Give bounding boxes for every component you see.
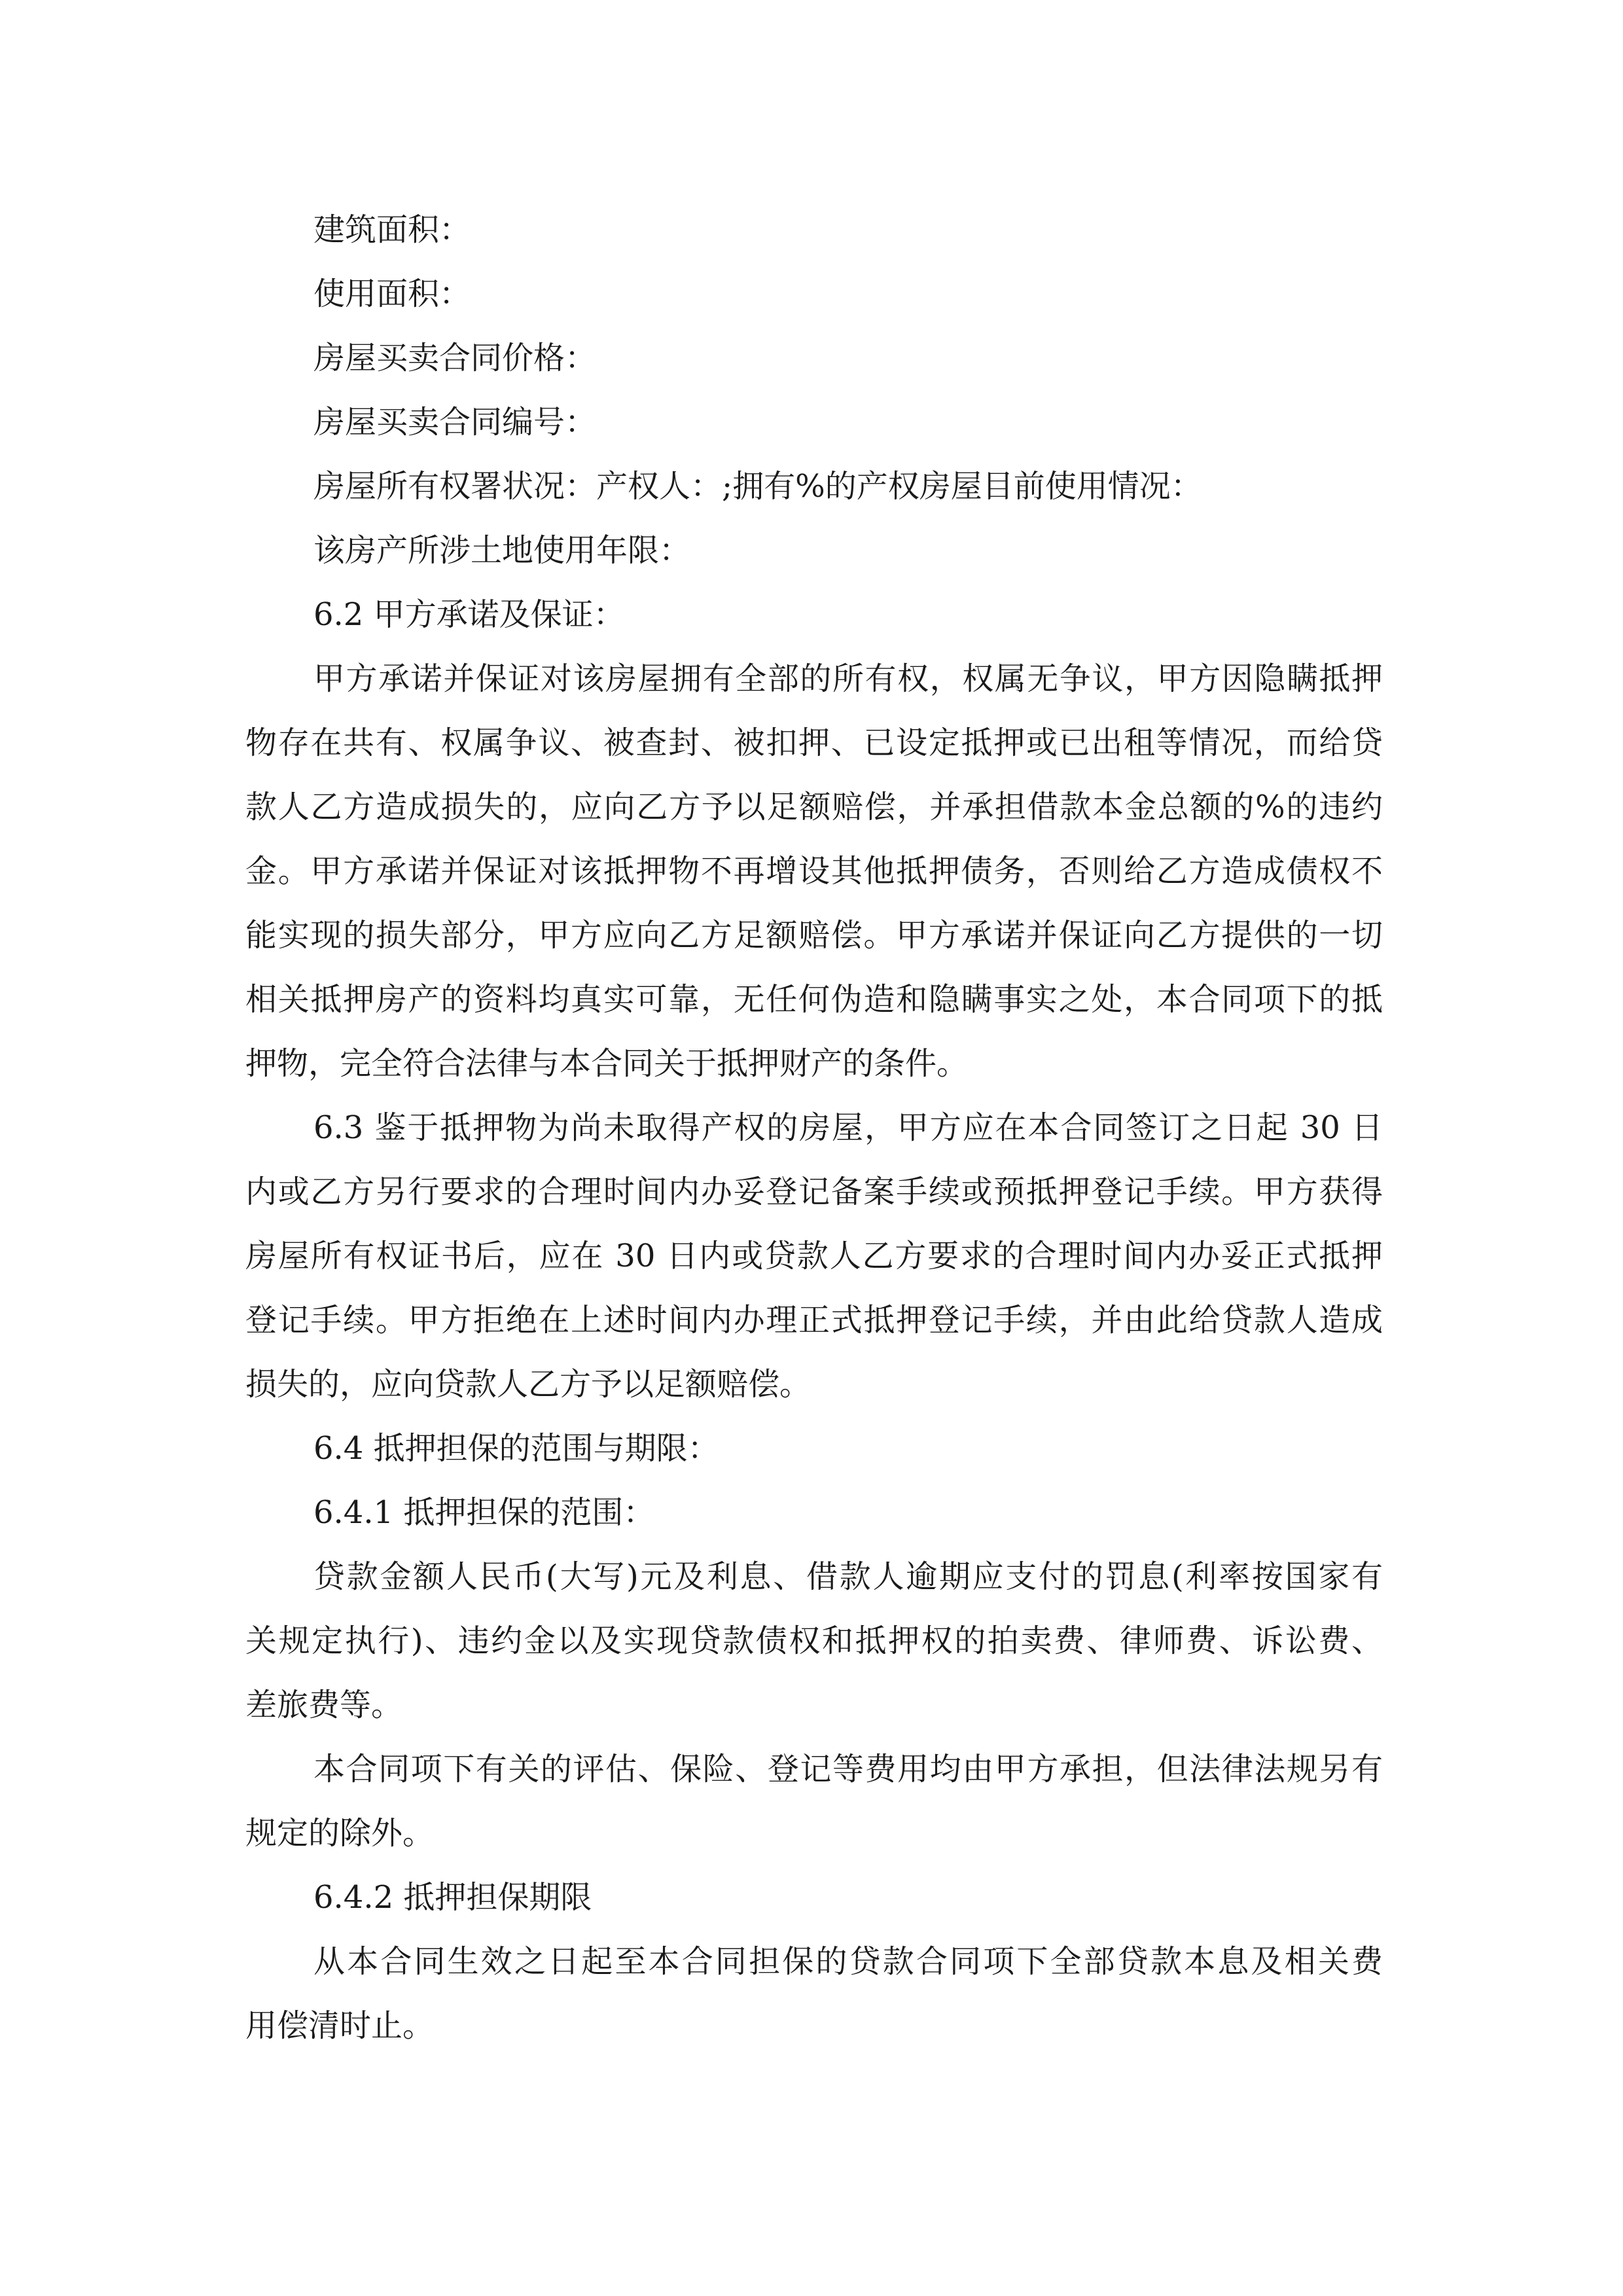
section-6-2-heading: 6.2 甲方承诺及保证： (313, 596, 625, 633)
section-6-4-1-paragraph-1 (245, 1545, 1383, 1737)
section-6-4-1-heading: 6.4.1 抵押担保的范围： (313, 1494, 655, 1531)
paragraph-line: 房屋所有权证书后，应在 30 日内或贷款人乙方要求的合理时间内办妥正式抵押 (245, 1238, 1383, 1274)
section-6-4-1-paragraph-2 (245, 1737, 1383, 1865)
paragraph-line: 差旅费等。 (245, 1687, 403, 1723)
section-6-3-paragraph (245, 1096, 1383, 1416)
section-6-4-heading: 6.4 抵押担保的范围与期限： (313, 1430, 719, 1467)
paragraph-line: 本合同项下有关的评估、保险、登记等费用均由甲方承担，但法律法规另有 (313, 1751, 1383, 1787)
paragraph-line: 款人乙方造成损失的，应向乙方予以足额赔偿，并承担借款本金总额的%的违约 (245, 789, 1383, 825)
field-usable-area: 使用面积： (313, 276, 471, 312)
paragraph-line: 押物，完全符合法律与本合同关于抵押财产的条件。 (245, 1045, 969, 1082)
paragraph-line: 用偿清时止。 (245, 2007, 435, 2044)
document-body (245, 198, 1383, 2058)
paragraph-line: 从本合同生效之日起至本合同担保的贷款合同项下全部贷款本息及相关费 (313, 1943, 1383, 1980)
paragraph-line: 相关抵押房产的资料均真实可靠，无任何伪造和隐瞒事实之处，本合同项下的抵 (245, 981, 1383, 1018)
paragraph-line: 6.3 鉴于抵押物为尚未取得产权的房屋，甲方应在本合同签订之日起 30 日 (313, 1109, 1383, 1146)
section-6-2-paragraph (245, 647, 1383, 1096)
paragraph-line: 登记手续。甲方拒绝在上述时间内办理正式抵押登记手续，并由此给贷款人造成 (245, 1302, 1383, 1338)
paragraph-line: 能实现的损失部分，甲方应向乙方足额赔偿。甲方承诺并保证向乙方提供的一切 (245, 917, 1383, 954)
field-contract-number: 房屋买卖合同编号： (313, 404, 597, 440)
field-contract-price: 房屋买卖合同价格： (313, 340, 597, 376)
section-6-4-2-heading: 6.4.2 抵押担保期限 (313, 1879, 592, 1916)
field-building-area: 建筑面积： (313, 211, 471, 248)
paragraph-line: 关规定执行)、违约金以及实现贷款债权和抵押权的拍卖费、律师费、诉讼费、 (245, 1623, 1383, 1659)
paragraph-line: 内或乙方另行要求的合理时间内办妥登记备案手续或预抵押登记手续。甲方获得 (245, 1174, 1383, 1210)
paragraph-line: 损失的，应向贷款人乙方予以足额赔偿。 (245, 1366, 812, 1403)
paragraph-line: 金。甲方承诺并保证对该抵押物不再增设其他抵押债务，否则给乙方造成债权不 (245, 853, 1383, 889)
field-ownership-status: 房屋所有权署状况：产权人：;拥有%的产权房屋目前使用情况： (313, 468, 1202, 505)
section-6-4-2-paragraph (245, 1929, 1383, 2058)
field-land-use-term: 该房产所涉土地使用年限： (313, 532, 691, 569)
paragraph-line: 甲方承诺并保证对该房屋拥有全部的所有权，权属无争议，甲方因隐瞒抵押 (313, 660, 1383, 697)
paragraph-line: 规定的除外。 (245, 1815, 435, 1852)
paragraph-line: 贷款金额人民币(大写)元及利息、借款人逾期应支付的罚息(利率按国家有 (313, 1558, 1383, 1595)
paragraph-line: 物存在共有、权属争议、被查封、被扣押、已设定抵押或已出租等情况，而给贷 (245, 725, 1383, 761)
